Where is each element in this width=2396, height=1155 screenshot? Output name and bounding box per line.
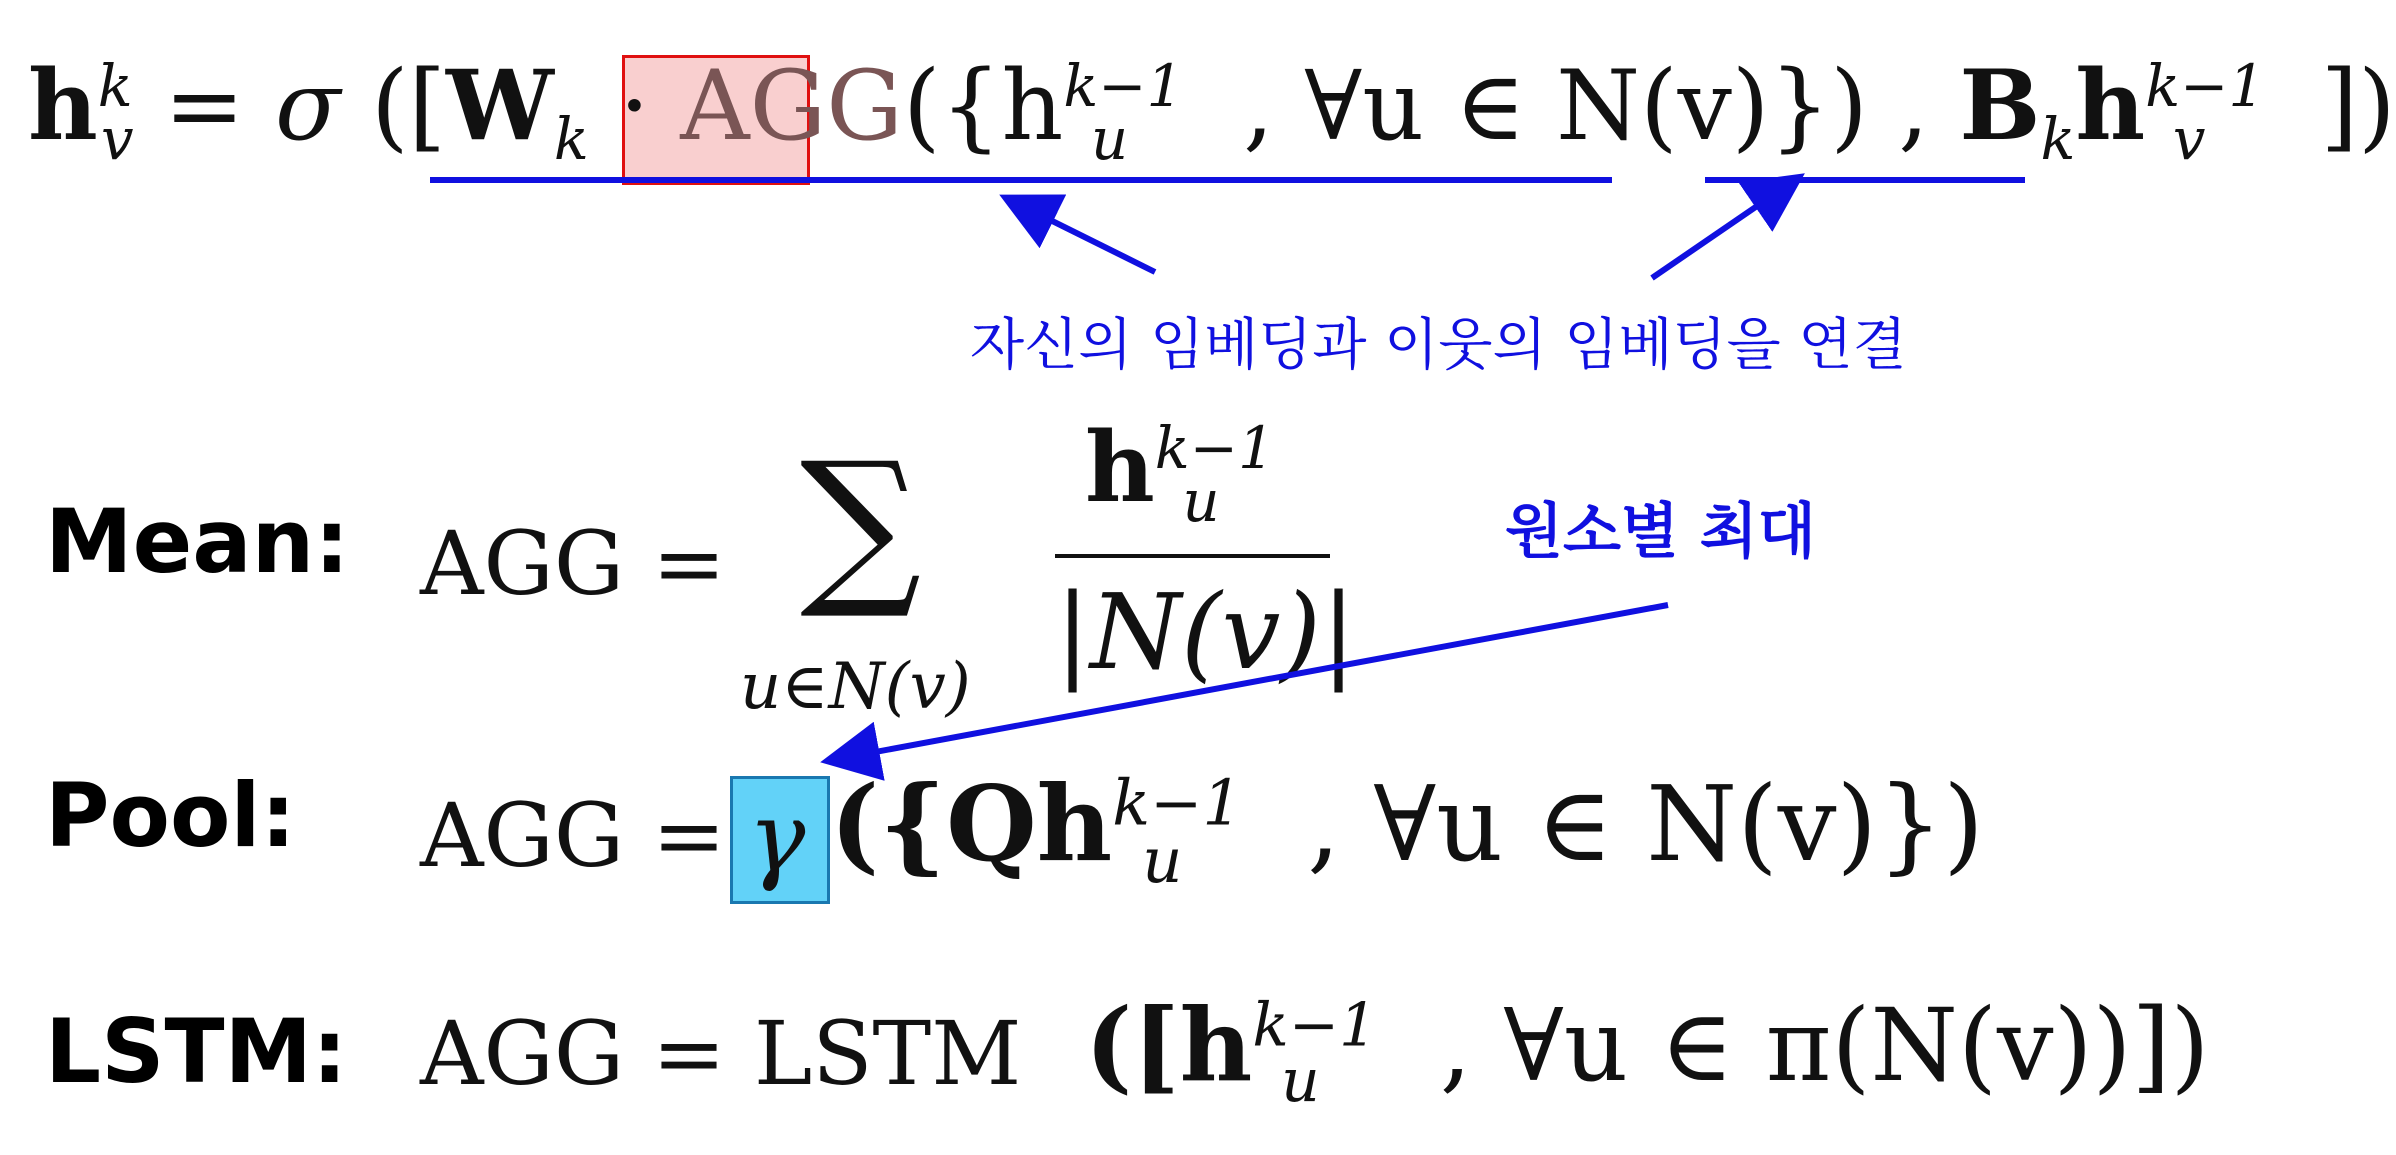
mean-lhs: AGG = xyxy=(420,512,726,615)
annotation-elementwise: 원소별 최대 xyxy=(1505,497,1816,567)
pool-arguments: ({$Qh^{k-1}_u$ , ∀u ∈ N(v)}) xyxy=(830,762,1984,897)
label-mean: Mean: xyxy=(45,490,350,593)
pool-lhs: AGG = xyxy=(420,784,726,887)
gamma-symbol: γ xyxy=(748,782,806,894)
arrow-to-self-term xyxy=(1652,180,1795,278)
arrow-to-gamma xyxy=(832,605,1668,760)
lstm-lhs: AGG = LSTM xyxy=(420,1002,1022,1105)
fraction-denominator: |N(v)| xyxy=(1055,571,1356,693)
agg-term: AGG xyxy=(680,50,903,162)
sum-symbol: ∑ xyxy=(800,426,922,624)
arrow-to-neighbor-term xyxy=(1010,200,1155,272)
main-equation: $h^k_v = \sigma$ ([$W_k \cdot AGG(\{h^{k-1}_u$ , ∀u ∈ N(v)}) , $B_kh^{k-1}_v$ ]) xyxy=(28,49,2396,174)
fraction-numerator: $h^{k-1}_u$ xyxy=(1085,411,1275,536)
sum-subscript: u∈N(v) xyxy=(740,650,971,724)
label-pool: Pool: xyxy=(45,764,296,867)
annotation-concat: 자신의 임베딩과 이웃의 임베딩을 연결 xyxy=(970,313,1907,378)
label-lstm: LSTM: xyxy=(45,1000,348,1103)
lstm-arguments: ([$h^{k-1}_u$ , ∀u ∈ π(N(v))]) xyxy=(1085,986,2210,1116)
